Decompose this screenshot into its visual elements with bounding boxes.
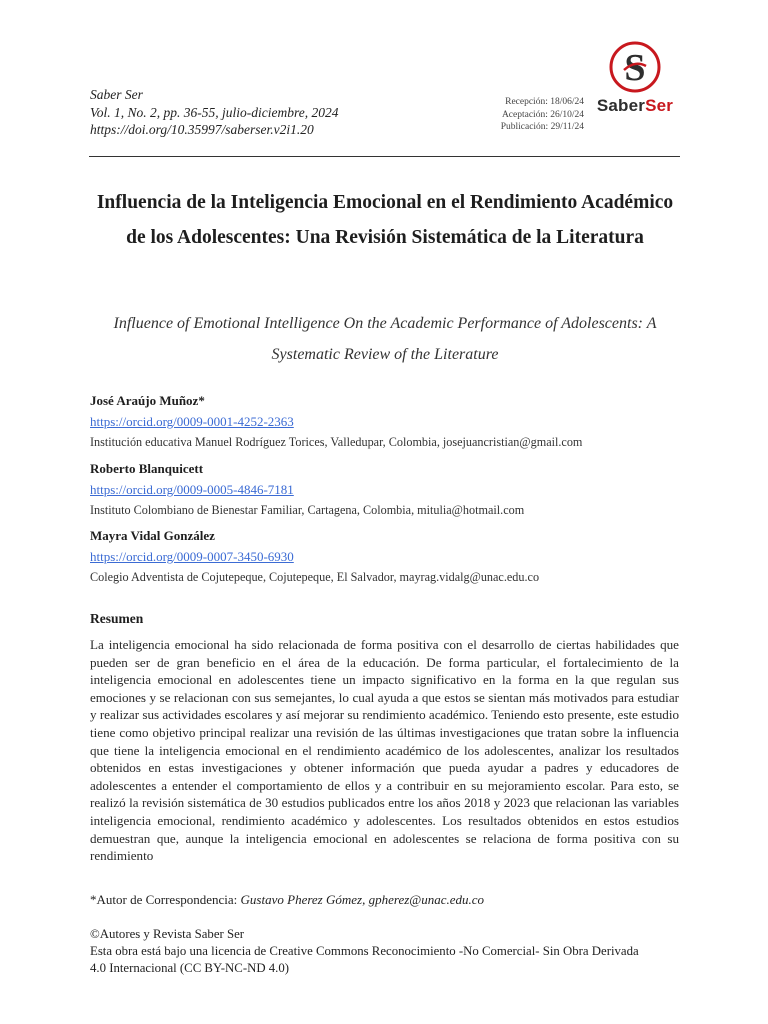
author-block: [90, 460, 524, 519]
published-date: Publicación: 29/11/24: [500, 122, 584, 133]
license-line: Esta obra está bajo una licencia de Creative Commons Reconocimiento -No Comercial- Sin Obra Derivada: [90, 944, 639, 958]
journal-info: [90, 86, 338, 139]
header-divider: [89, 156, 680, 157]
author-affiliation: Instituto Colombiano de Bienestar Familiar, Cartagena, Colombia, mitulia@hotmail.com: [90, 503, 525, 517]
author-block: [90, 392, 582, 451]
author-block: [90, 527, 539, 586]
logo-emblem-icon: [594, 40, 676, 96]
journal-logo: [594, 40, 676, 120]
author-orcid-link[interactable]: https://orcid.org/0009-0007-3450-6930: [90, 549, 294, 564]
article-title-english: Influence of Emotional Intelligence On the Academic Performance of Adolescents: A Systematic Review of the Literature: [113, 315, 657, 363]
logo-glyph: S: [624, 47, 646, 89]
corresponding-author: [90, 892, 484, 908]
doi-text: https://doi.org/10.35997/saberser.v2i1.20: [90, 122, 314, 137]
article-title: Influencia de la Inteligencia Emocional en el Rendimiento Académico de los Adolescentes: Una Revisión Sistemática de la Literatura: [96, 192, 674, 248]
author-orcid-link[interactable]: https://orcid.org/0009-0001-4252-2363: [90, 414, 294, 429]
author-affiliation: Colegio Adventista de Cojutepeque, Cojutepeque, El Salvador, mayrag.vidalg@unac.edu.co: [90, 570, 540, 584]
journal-name: Saber Ser: [90, 87, 143, 102]
abstract-heading: Resumen: [90, 611, 144, 626]
license-line: 4.0 Internacional (CC BY-NC-ND 4.0): [90, 961, 290, 975]
author-name: José Araújo Muñoz*: [90, 393, 205, 408]
received-date: Recepción: 18/06/24: [505, 97, 584, 107]
license-block: [90, 926, 682, 977]
logo-suffix: Ser: [645, 96, 674, 115]
volume-line: Vol. 1, No. 2, pp. 36-55, julio-diciembre, 2024: [90, 104, 339, 120]
copyright-line: ©Autores y Revista Saber Ser: [90, 927, 245, 941]
logo-wordmark: [594, 96, 676, 116]
submission-dates: [501, 96, 584, 134]
author-name: Mayra Vidal González: [90, 528, 215, 543]
accepted-date: Aceptación: 26/10/24: [501, 109, 584, 120]
author-affiliation: Institución educativa Manuel Rodríguez Torices, Valledupar, Colombia, josejuancristian@gmail.com: [90, 435, 583, 449]
abstract-text: La inteligencia emocional ha sido relacionada de forma positiva con el desarrollo de ciertas habilidades que pueden ser de gran beneficio en el área de la educación. De forma particular, el fortalecimiento de la inteligencia emocional en adolescentes tiene un impacto significativo en la forma en la que regulan sus emociones y se relacionan con sus semejantes, lo cual ayuda a que estos se sientan más motivados para estudiar y realizar sus actividades escolares y así mejorar su rendimiento académico. Teniendo esto presente, este estudio tiene como objetivo principal realizar una revisión de las últimas investigaciones que tratan sobre la influencia que tiene la inteligencia emocional en el rendimiento académico de los adolescentes, analizar los resultados obtenidos en estas investigaciones y obtener información que pueda ayudar a padres y educadores de adolescentes a entender el comportamiento de ellos y a contribuir en su mejoramiento escolar. Para esto, se realizó la revisión sistemática de 30 estudios publicados entre los años 2018 y 2023 que relacionan las variables inteligencia emocional, rendimiento académico y adolescentes. Los resultados obtenidos en estos estudios demuestran que, aunque la inteligencia emocional en adolescentes se relaciona de forma positiva con su rendimiento: [90, 637, 679, 864]
logo-prefix: Saber: [596, 96, 646, 115]
author-orcid-link[interactable]: https://orcid.org/0009-0005-4846-7181: [90, 482, 294, 497]
corr-label: *Autor de Correspondencia:: [90, 892, 241, 907]
corr-value: Gustavo Pherez Gómez, gpherez@unac.edu.co: [240, 892, 485, 907]
author-name: Roberto Blanquicett: [90, 461, 204, 476]
